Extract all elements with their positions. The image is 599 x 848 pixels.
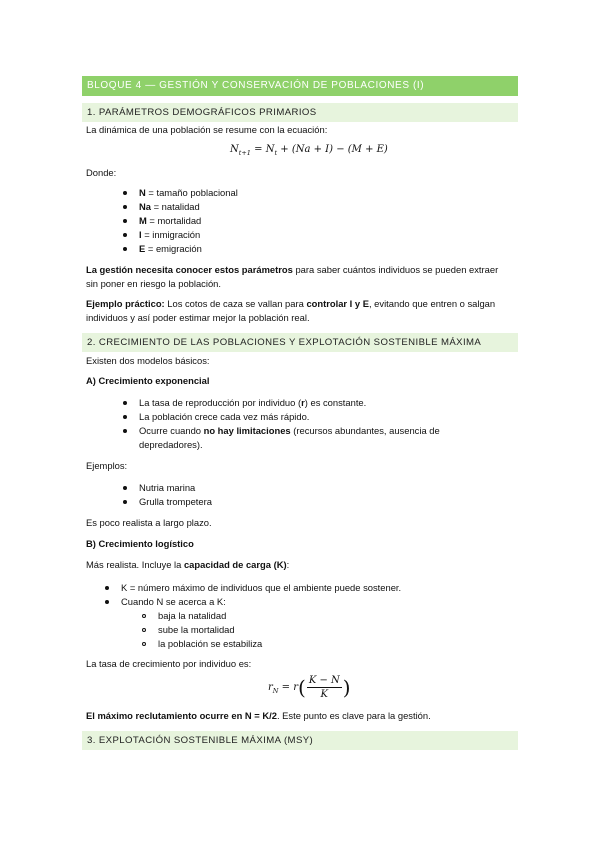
var-key: E xyxy=(139,243,146,254)
p2-rest: , evitando que entren o salgan xyxy=(368,298,496,309)
s1-paragraph-1-line2: sin poner en riesgo la población. xyxy=(86,278,221,289)
var-desc: = mortalidad xyxy=(146,215,202,226)
var-desc: = tamaño poblacional xyxy=(145,187,238,198)
circle-bullet-icon xyxy=(142,614,146,618)
var-item xyxy=(139,215,201,227)
b-title: B) Crecimiento logístico xyxy=(86,538,194,549)
var-item xyxy=(139,243,202,255)
b-intro-pre: Más realista. Incluye la xyxy=(86,559,184,570)
b-intro-bold: capacidad de carga (K) xyxy=(183,559,287,570)
bullet-icon xyxy=(123,486,127,490)
b-sub-item: baja la natalidad xyxy=(158,610,227,621)
eq-lhs: N xyxy=(230,144,239,155)
p2-bold2: controlar I y E xyxy=(306,298,369,309)
population-equation xyxy=(230,144,388,157)
eq2-fraction xyxy=(307,675,342,700)
var-item xyxy=(139,229,200,241)
logistic-equation xyxy=(268,675,351,700)
var-key: Na xyxy=(139,201,151,212)
section-3-title: 3. EXPLOTACIÓN SOSTENIBLE MÁXIMA (MSY) xyxy=(82,731,518,750)
s1-intro: La dinámica de una población se resume con la ecuación: xyxy=(86,124,328,135)
a-b1-post: ) es constante. xyxy=(304,397,367,408)
eq-lhs-sub: t+1 xyxy=(238,149,251,157)
circle-bullet-icon xyxy=(142,642,146,646)
p2-bold1: Ejemplo práctico: xyxy=(86,298,165,309)
eq-equal: = xyxy=(250,144,266,155)
b-sub-item: sube la mortalidad xyxy=(158,624,235,635)
p2-mid: Los cotos de caza se vallan para xyxy=(164,298,307,309)
b-bullet-1: K = número máximo de individuos que el ambiente puede sostener. xyxy=(121,582,402,593)
a-title: A) Crecimiento exponencial xyxy=(86,375,210,386)
s1-paragraph-2 xyxy=(86,298,495,310)
s2-intro: Existen dos modelos básicos: xyxy=(86,355,210,366)
a-bullet-3-line2: depredadores). xyxy=(139,439,203,450)
section-1-title: 1. PARÁMETROS DEMOGRÁFICOS PRIMARIOS xyxy=(82,103,518,122)
paren-close-icon: ) xyxy=(342,675,351,700)
a-b3-pre: Ocurre cuando xyxy=(139,425,204,436)
bullet-icon xyxy=(123,401,127,405)
var-key: N xyxy=(139,187,146,198)
final-rest: . Este punto es clave para la gestión. xyxy=(276,710,431,721)
bullet-icon xyxy=(123,247,127,251)
eq2-eq: = r xyxy=(278,682,298,693)
s1-paragraph-1 xyxy=(86,264,498,276)
eq2-den: K xyxy=(320,689,329,700)
a-b1-pre: La tasa de reproducción por individuo ( xyxy=(139,397,302,408)
paren-open-icon: ( xyxy=(298,675,306,700)
bullet-icon xyxy=(123,429,127,433)
donde-label: Donde: xyxy=(86,167,117,178)
eq-rest: + (Na + I) − (M + E) xyxy=(277,144,388,155)
ejemplos-label: Ejemplos: xyxy=(86,460,128,471)
subsection-b-title xyxy=(86,538,194,550)
bullet-icon xyxy=(123,233,127,237)
example-item: Nutria marina xyxy=(139,482,196,493)
a-bullet-1 xyxy=(139,397,366,409)
var-item xyxy=(139,201,200,213)
poco-realista-note: Es poco realista a largo plazo. xyxy=(86,517,212,528)
var-desc: = natalidad xyxy=(150,201,200,212)
eq2-lhs: r xyxy=(268,682,273,693)
var-key: M xyxy=(139,215,147,226)
a-b1-r: r xyxy=(301,397,305,408)
block-title: BLOQUE 4 — GESTIÓN Y CONSERVACIÓN DE POBLACIONES (I) xyxy=(82,76,518,96)
eq-n: N xyxy=(265,144,275,155)
p1-bold: La gestión necesita conocer estos parámetros xyxy=(86,264,293,275)
a-bullet-2: La población crece cada vez más rápido. xyxy=(139,411,310,422)
eq-n-sub: t xyxy=(274,149,278,157)
eq2-lhs-sub: N xyxy=(272,687,279,695)
bullet-icon xyxy=(123,415,127,419)
bullet-icon xyxy=(105,586,109,590)
final-statement xyxy=(86,710,431,722)
subsection-a-title xyxy=(86,375,209,387)
eq2-num: K − N xyxy=(308,675,340,686)
tasa-label: La tasa de crecimiento por individuo es: xyxy=(86,658,252,669)
b-intro xyxy=(86,559,289,571)
bullet-icon xyxy=(123,191,127,195)
b-sub-item: la población se estabiliza xyxy=(158,638,263,649)
bullet-icon xyxy=(123,219,127,223)
bullet-icon xyxy=(105,600,109,604)
circle-bullet-icon xyxy=(142,628,146,632)
section-2-title: 2. CRECIMIENTO DE LAS POBLACIONES Y EXPLOTACIÓN SOSTENIBLE MÁXIMA xyxy=(82,333,518,352)
bullet-icon xyxy=(123,500,127,504)
a-b3-bold: no hay limitaciones xyxy=(203,425,291,436)
var-desc: = emigración xyxy=(145,243,202,254)
bullet-icon xyxy=(123,205,127,209)
final-bold: El máximo reclutamiento ocurre en N = K/2 xyxy=(86,710,277,721)
s1-paragraph-2-line2: individuos y así poder estimar mejor la población real. xyxy=(86,312,310,323)
b-bullet-2: Cuando N se acerca a K: xyxy=(121,596,226,607)
example-item: Grulla trompetera xyxy=(139,496,212,507)
var-item xyxy=(139,187,238,199)
a-b3-post: (recursos abundantes, ausencia de xyxy=(290,425,440,436)
p1-rest: para saber cuántos individuos se pueden extraer xyxy=(292,264,499,275)
var-key: I xyxy=(139,229,142,240)
b-intro-post: : xyxy=(286,559,290,570)
var-desc: = inmigración xyxy=(141,229,201,240)
a-bullet-3 xyxy=(139,425,440,437)
